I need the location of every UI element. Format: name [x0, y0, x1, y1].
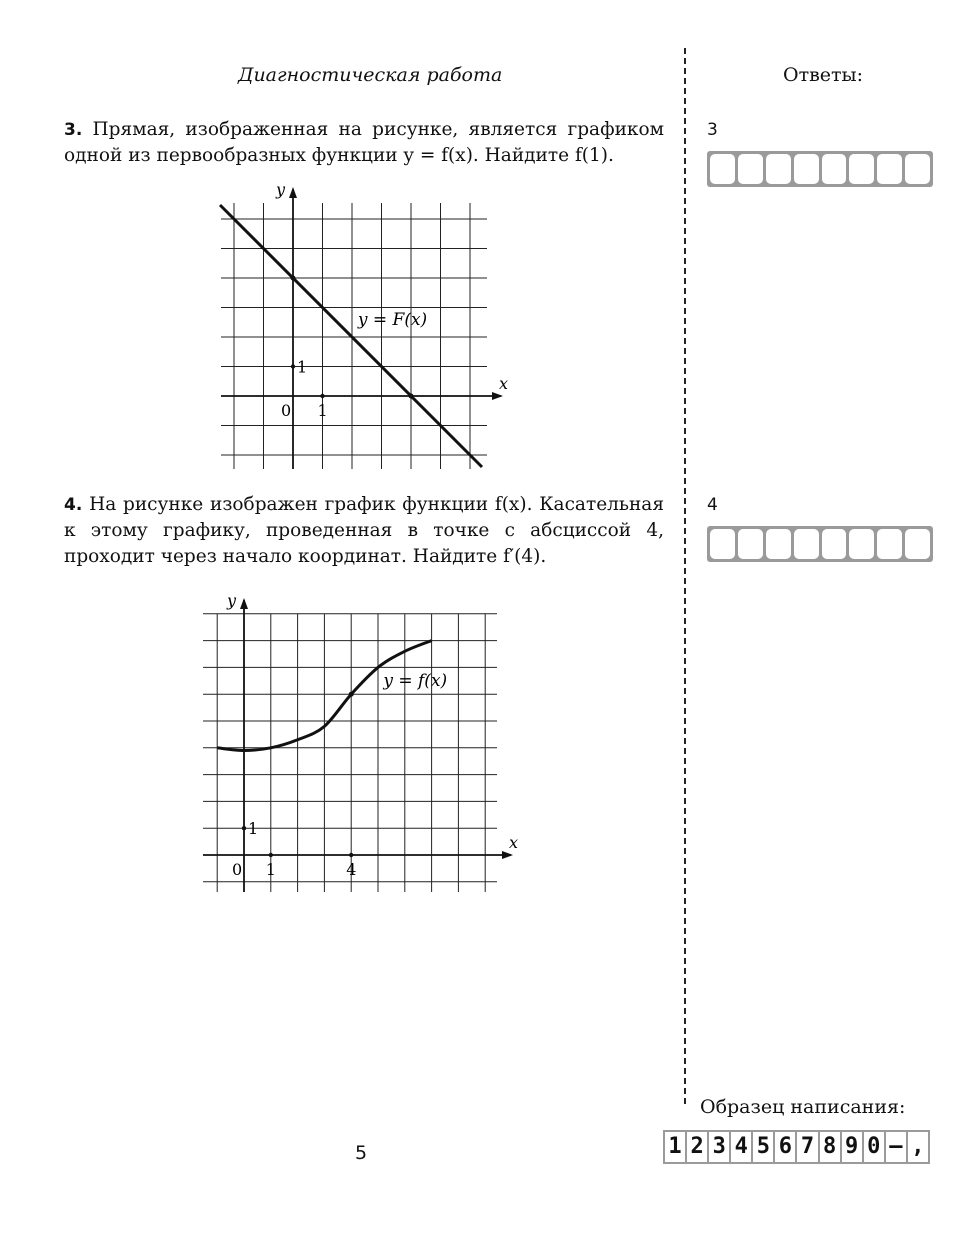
unit-x-tick — [320, 394, 324, 398]
task-4-text: На рисунке изображен график функции f(x). Касательная к этому графику, проведенная в точке с абсциссой 4, проходит через начало координат. Найдите f′(4). — [64, 494, 664, 567]
sample-char: 5 — [753, 1132, 773, 1162]
sample-char: 7 — [797, 1132, 817, 1162]
x-axis-label: x — [499, 374, 509, 393]
answer-3-number: 3 — [707, 120, 718, 140]
unit-y-tick — [291, 364, 295, 368]
page-number: 5 — [355, 1142, 368, 1164]
answer-4-field[interactable] — [707, 526, 933, 562]
sample-char: 1 — [665, 1132, 685, 1162]
sample-char: , — [908, 1132, 928, 1162]
unit-x-tick — [269, 853, 273, 857]
origin-label: 0 — [232, 860, 243, 879]
task-3 — [64, 117, 664, 169]
tick-4-label: 4 — [346, 860, 357, 879]
y-axis-label: y — [227, 591, 237, 610]
y-axis-label: y — [276, 180, 286, 199]
sample-char: 6 — [775, 1132, 795, 1162]
task-4-graph — [195, 572, 525, 897]
sample-char: 4 — [731, 1132, 751, 1162]
answer-4-number: 4 — [707, 495, 718, 515]
graph-line-F — [220, 205, 482, 467]
graph-label-F: y = F(x) — [357, 310, 428, 331]
sample-digits — [663, 1130, 930, 1164]
x-axis-arrow — [502, 851, 513, 859]
sample-char: 3 — [709, 1132, 729, 1162]
unit-y-tick — [242, 826, 246, 830]
tangent-point — [349, 692, 354, 697]
sample-char: 9 — [842, 1132, 862, 1162]
graph-label-f: y = f(x) — [383, 671, 448, 692]
answers-title: Ответы: — [783, 64, 864, 86]
y-axis-arrow — [240, 598, 248, 609]
x-axis-label: x — [509, 833, 519, 852]
x-axis-arrow — [492, 392, 503, 400]
sample-char: 0 — [864, 1132, 884, 1162]
tick-4 — [349, 853, 353, 857]
dashed-divider — [684, 48, 686, 1104]
unit-x-label: 1 — [317, 401, 328, 420]
task-3-number: 3. — [64, 120, 83, 140]
sample-char: 8 — [820, 1132, 840, 1162]
task-4-number: 4. — [64, 495, 83, 515]
unit-y-label: 1 — [248, 819, 259, 839]
sample-char: 2 — [687, 1132, 707, 1162]
task-3-text: Прямая, изображенная на рисунке, является графиком одной из первообразных функции y = f(x). Найдите f(1). — [64, 119, 664, 166]
unit-x-label: 1 — [265, 860, 276, 879]
sample-label: Образец написания: — [700, 1096, 906, 1118]
header-title: Диагностическая работа — [238, 64, 503, 86]
sample-char: – — [886, 1132, 906, 1162]
graph-point — [291, 276, 296, 281]
answer-3-field[interactable] — [707, 151, 933, 187]
graph-point — [409, 394, 414, 399]
y-axis-arrow — [289, 187, 297, 198]
origin-label: 0 — [281, 401, 292, 420]
task-3-graph — [205, 175, 515, 475]
task-4 — [64, 492, 664, 570]
unit-y-label: 1 — [297, 357, 308, 377]
